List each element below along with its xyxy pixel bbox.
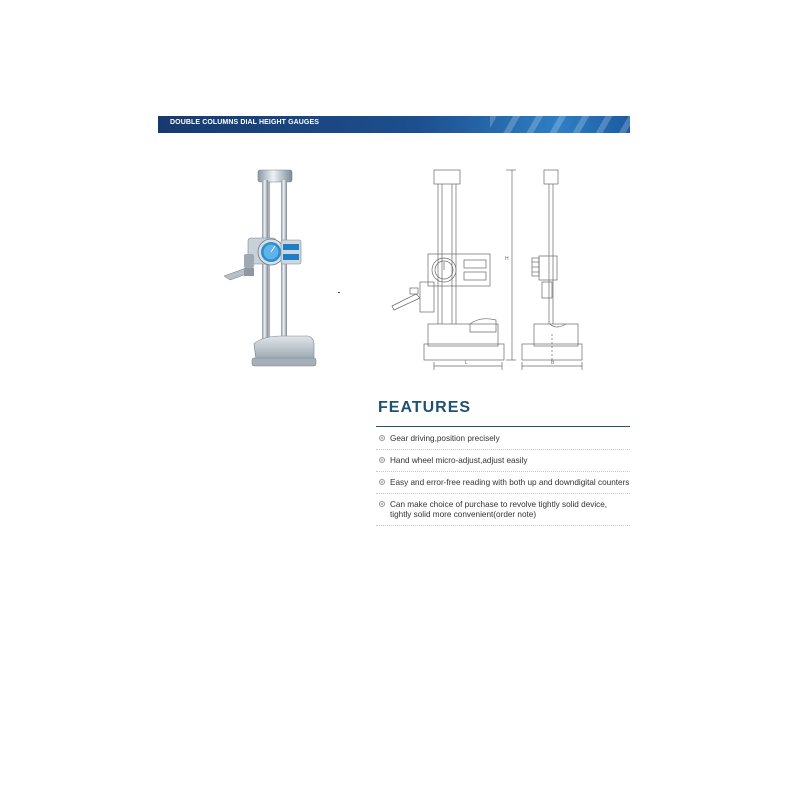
dimension-h-label: H [505,256,509,262]
feature-item [376,432,630,450]
section-title: DOUBLE COLUMNS DIAL HEIGHT GAUGES [170,119,320,126]
dimension-l-label: L [465,360,468,366]
feature-text: Gear driving,position precisely [390,434,500,443]
feature-text: Can make choice of purchase to revolve tightly solid device, tightly solid more convenient(order note) [390,500,608,519]
feature-text: Easy and error-free reading with both up and downdigital counters [390,478,630,487]
product-photo [222,168,342,374]
circle-bullet-icon [379,479,385,485]
features-divider [376,426,630,427]
feature-text: Hand wheel micro-adjust,adjust easily [390,456,528,465]
feature-item [376,476,630,494]
section-banner [158,116,630,133]
technical-drawing [384,164,584,370]
dimension-b-label: B [551,360,555,366]
banner-stripes [490,116,630,133]
circle-bullet-icon [379,501,385,507]
feature-item [376,498,630,526]
features-heading: FEATURES [378,399,472,416]
features-list [376,432,630,526]
feature-item [376,454,630,472]
circle-bullet-icon [379,435,385,441]
circle-bullet-icon [379,457,385,463]
